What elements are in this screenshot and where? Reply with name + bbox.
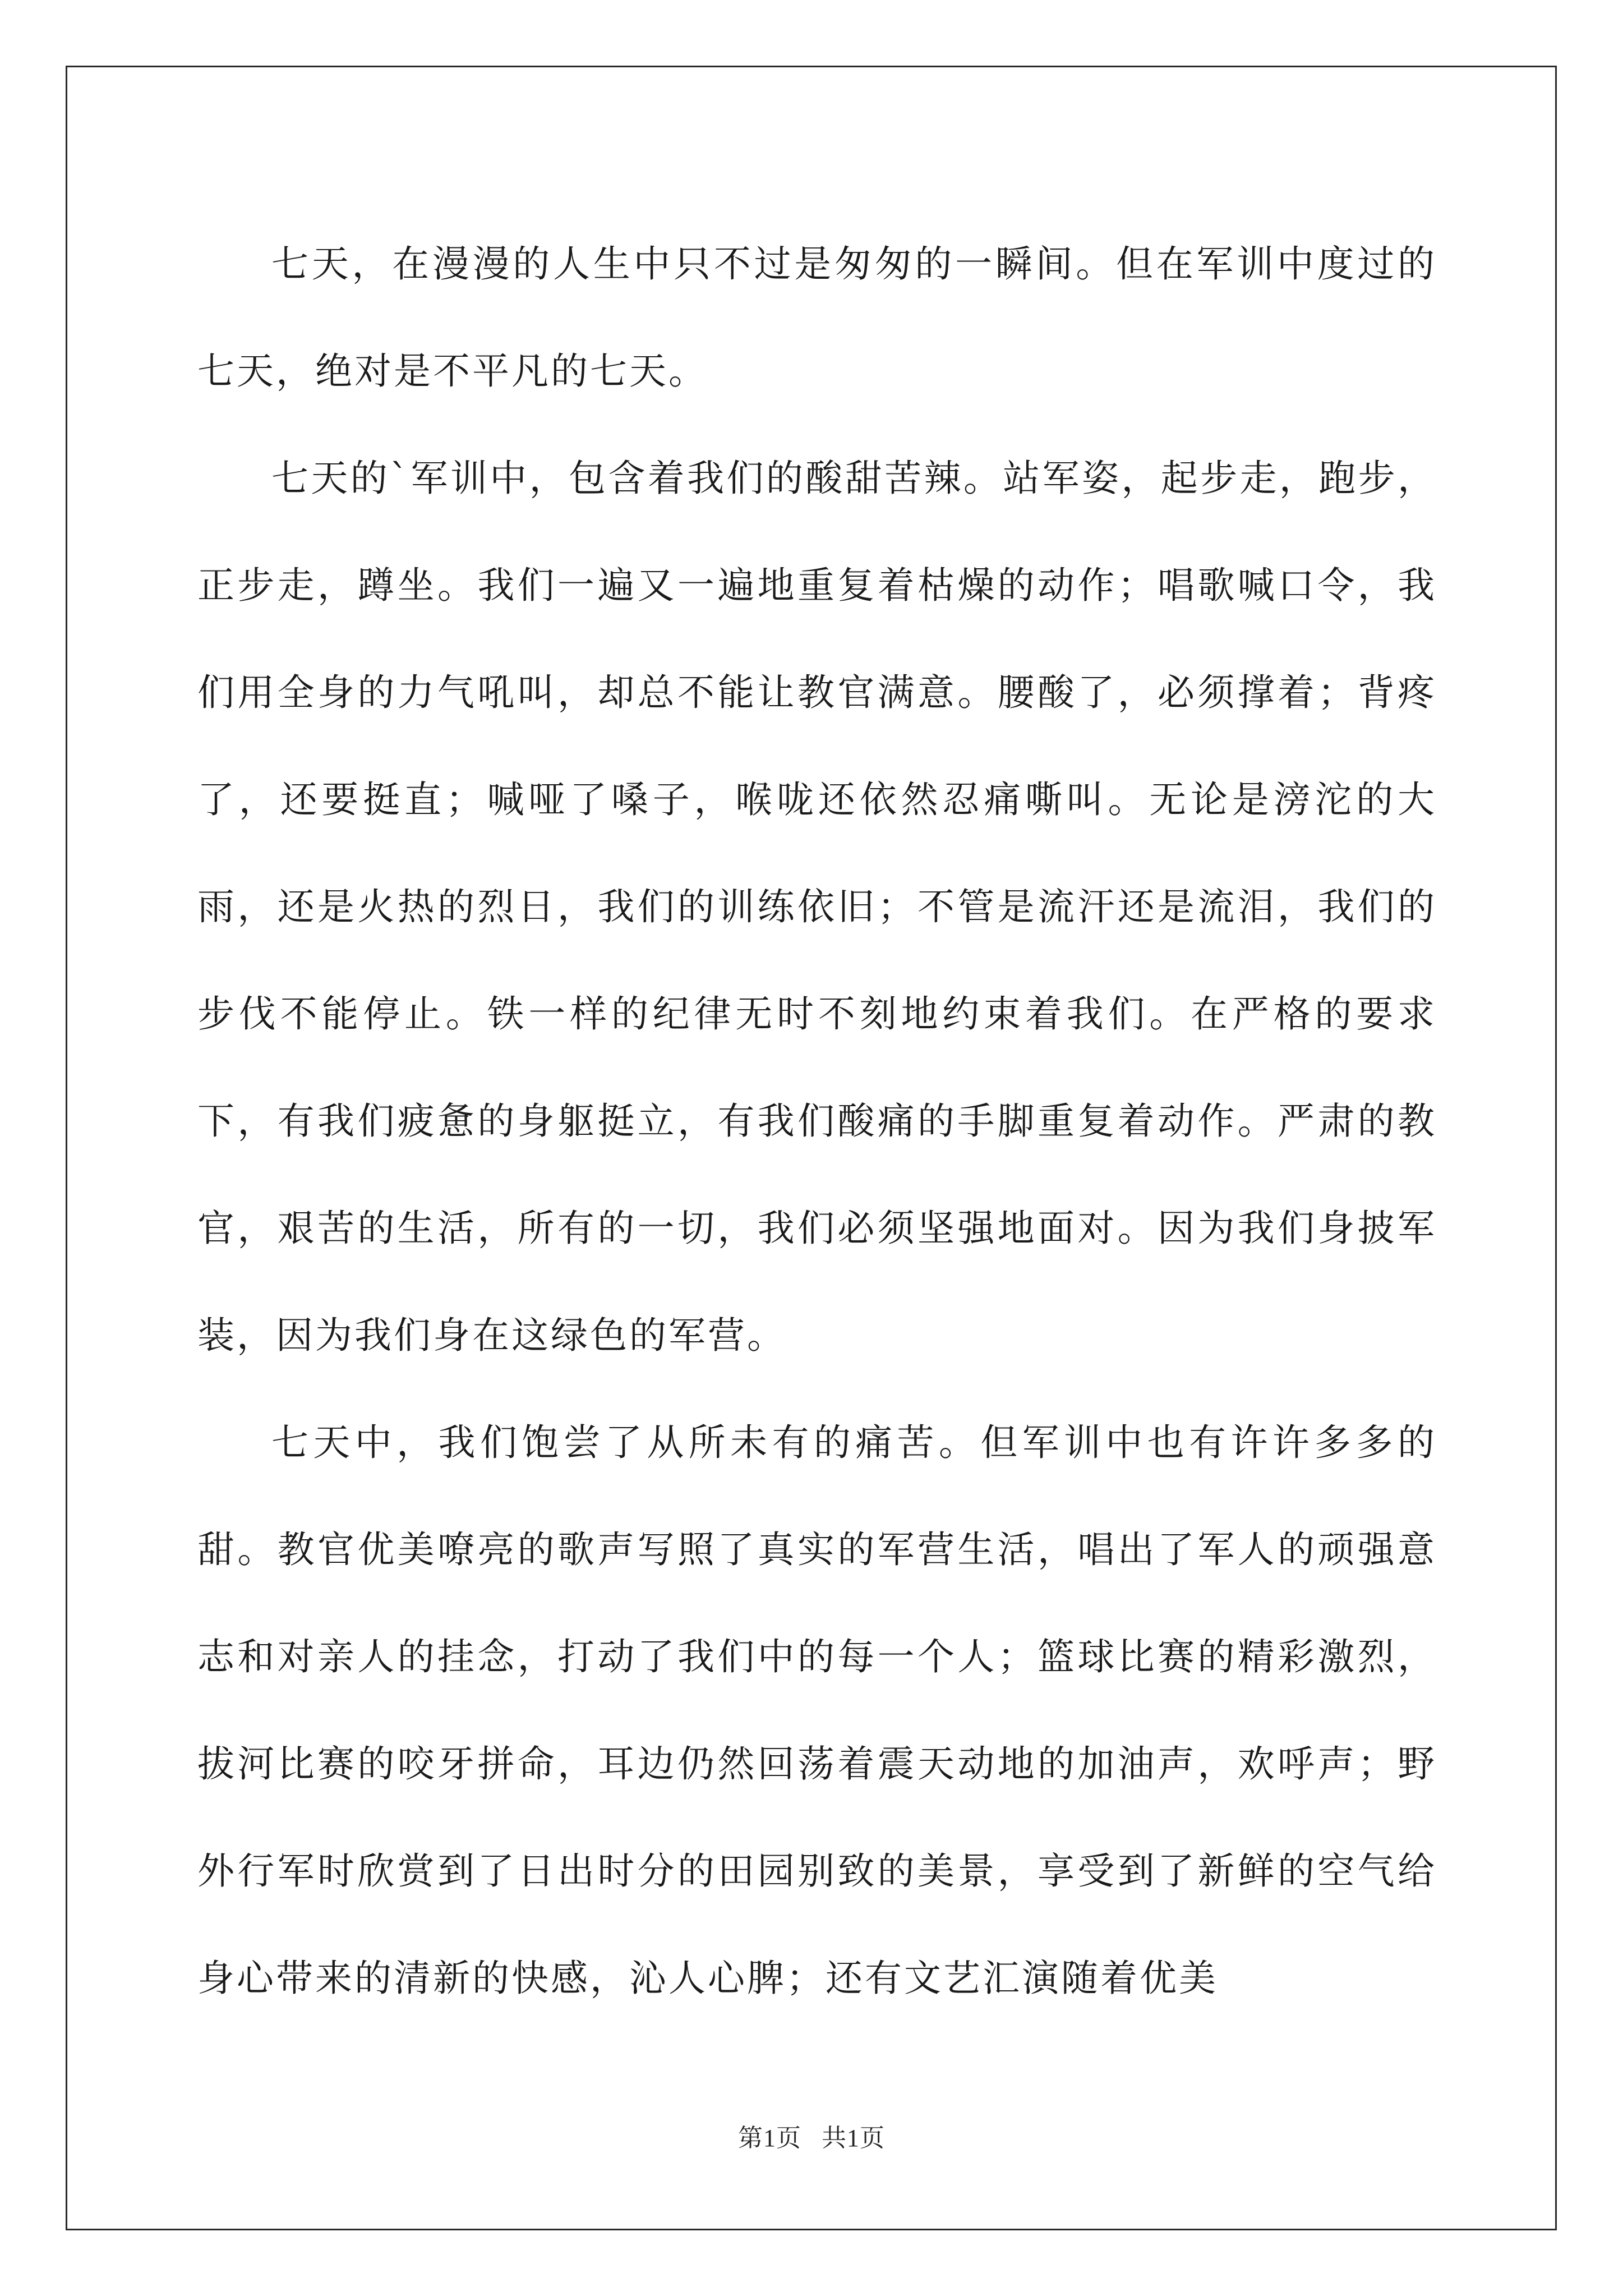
page-total: 共1页 (822, 2124, 885, 2152)
paragraph-1: 七天，在漫漫的人生中只不过是匆匆的一瞬间。但在军训中度过的七天，绝对是不平凡的七天。 (197, 242, 1437, 393)
footer-separator (801, 2124, 822, 2152)
document-body (197, 210, 1437, 2032)
page-footer (0, 2118, 1623, 2154)
paragraph-3: 七天中，我们饱尝了从所未有的痛苦。但军训中也有许许多多的甜。教官优美嘹亮的歌声写照了真实的军营生活，唱出了军人的顽强意志和对亲人的挂念，打动了我们中的每一个人；篮球比赛的精彩激烈，拔河比赛的咬牙拼命，耳边仍然回荡着震天动地的加油声，欢呼声；野外行军时欣赏到了日出时分的田园别致的美景，享受到了新鲜的空气给身心带来的清新的快感，沁人心脾；还有文艺汇演随着优美 (197, 1421, 1437, 2000)
page-number: 第1页 (738, 2124, 801, 2152)
paragraph-2: 七天的`军训中，包含着我们的酸甜苦辣。站军姿，起步走，跑步，正步走，蹲坐。我们一遍又一遍地重复着枯燥的动作；唱歌喊口令，我们用全身的力气吼叫，却总不能让教官满意。腰酸了，必须撑着；背疼了，还要挺直；喊哑了嗓子，喉咙还依然忍痛嘶叫。无论是滂沱的大雨，还是火热的烈日，我们的训练依旧；不管是流汗还是流泪，我们的步伐不能停止。铁一样的纪律无时不刻地约束着我们。在严格的要求下，有我们疲惫的身躯挺立，有我们酸痛的手脚重复着动作。严肃的教官，艰苦的生活，所有的一切，我们必须坚强地面对。因为我们身披军装，因为我们身在这绿色的军营。 (197, 457, 1437, 1357)
